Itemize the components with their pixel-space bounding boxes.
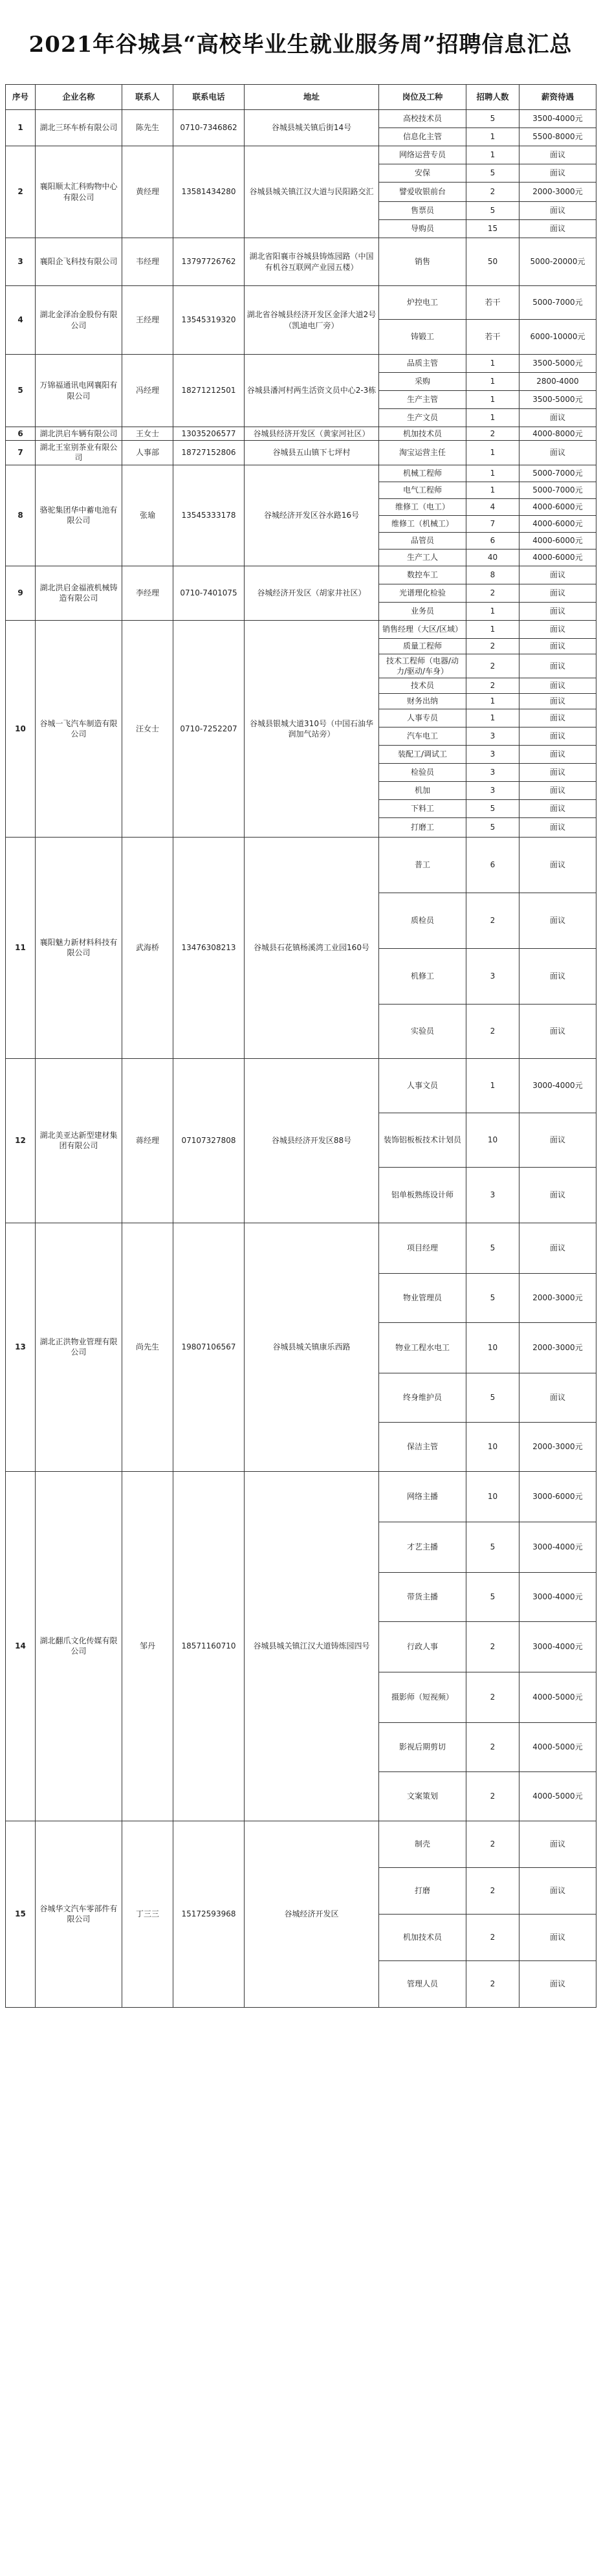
- job-salary: 面议: [519, 202, 596, 220]
- table-header-row: [6, 85, 596, 110]
- job-title: 品管员: [379, 532, 466, 549]
- company-address: 谷城县城关镇江汉大道与民阳路交汇: [245, 146, 379, 238]
- job-count: 10: [466, 1422, 519, 1471]
- job-title: 物业工程水电工: [379, 1322, 466, 1373]
- job-count: 1: [466, 620, 519, 638]
- company-name: 湖北王室别茶业有限公司: [36, 441, 122, 465]
- job-salary: 3000-6000元: [519, 1471, 596, 1522]
- job-salary: 面议: [519, 1821, 596, 1867]
- job-salary: 2000-3000元: [519, 1322, 596, 1373]
- job-count: 2: [466, 584, 519, 602]
- job-title: 项目经理: [379, 1223, 466, 1273]
- job-title: 检验员: [379, 763, 466, 781]
- page-title: 2021年谷城县“高校毕业生就业服务周”招聘信息汇总: [28, 31, 573, 58]
- table-row: [6, 238, 596, 286]
- job-salary: 4000-6000元: [519, 532, 596, 549]
- header-phone: 联系电话: [173, 85, 245, 110]
- company-name: 湖北美亚达新型建材集团有限公司: [36, 1058, 122, 1223]
- contact-person: 王女士: [122, 427, 173, 441]
- contact-person: 冯经理: [122, 355, 173, 427]
- job-count: 1: [466, 146, 519, 164]
- job-title: 业务员: [379, 602, 466, 620]
- job-count: 5: [466, 817, 519, 837]
- job-title: 网络运营专员: [379, 146, 466, 164]
- job-title: 打磨: [379, 1867, 466, 1914]
- job-salary: 面议: [519, 837, 596, 893]
- company-name: 谷城一飞汽车制造有限公司: [36, 620, 122, 837]
- job-title: 文案策划: [379, 1771, 466, 1821]
- job-count: 3: [466, 745, 519, 763]
- job-title: 维修工（电工）: [379, 498, 466, 515]
- job-title: 装饰铝板板技术计划员: [379, 1113, 466, 1167]
- job-count: 5: [466, 1223, 519, 1273]
- job-count: 5: [466, 202, 519, 220]
- job-salary: 面议: [519, 441, 596, 465]
- job-salary: 面议: [519, 799, 596, 817]
- table-row: [6, 110, 596, 128]
- job-count: 2: [466, 654, 519, 678]
- job-count: 10: [466, 1113, 519, 1167]
- job-title: 淘宝运营主任: [379, 441, 466, 465]
- job-salary: 面议: [519, 763, 596, 781]
- job-salary: 面议: [519, 727, 596, 745]
- company-address: 谷城经济开发区（胡家井社区）: [245, 566, 379, 620]
- job-salary: 5000-7000元: [519, 482, 596, 498]
- job-count: 1: [466, 693, 519, 709]
- contact-person: 人事部: [122, 441, 173, 465]
- company-name: 骆驼集团华中蓄电池有限公司: [36, 465, 122, 566]
- job-salary: 面议: [519, 602, 596, 620]
- contact-phone: 13545333178: [173, 465, 245, 566]
- company-address: 谷城县银城大道310号（中国石油华润加气站旁）: [245, 620, 379, 837]
- company-name: 襄阳企飞科技有限公司: [36, 238, 122, 286]
- job-salary: 面议: [519, 1914, 596, 1960]
- job-title: 机械工程师: [379, 465, 466, 482]
- contact-phone: 13581434280: [173, 146, 245, 238]
- job-count: 6: [466, 532, 519, 549]
- job-title: 机加: [379, 781, 466, 799]
- job-count: 3: [466, 1167, 519, 1223]
- job-count: 3: [466, 948, 519, 1004]
- job-count: 5: [466, 1273, 519, 1322]
- job-title: 影视后期剪切: [379, 1722, 466, 1771]
- contact-person: 张瑜: [122, 465, 173, 566]
- header-job: 岗位及工种: [379, 85, 466, 110]
- contact-phone: 0710-7346862: [173, 110, 245, 146]
- table-row: [6, 1058, 596, 1113]
- company-address: 谷城县经济开发区88号: [245, 1058, 379, 1223]
- job-salary: 5000-7000元: [519, 286, 596, 320]
- job-salary: 3500-4000元: [519, 110, 596, 128]
- job-title: 网络主播: [379, 1471, 466, 1522]
- job-title: 生产文员: [379, 409, 466, 427]
- job-salary: 2000-3000元: [519, 1422, 596, 1471]
- job-salary: 6000-10000元: [519, 320, 596, 355]
- contact-phone: 0710-7252207: [173, 620, 245, 837]
- job-count: 5: [466, 1373, 519, 1422]
- job-count: 2: [466, 183, 519, 202]
- company-index: 14: [6, 1471, 36, 1821]
- job-count: 1: [466, 373, 519, 391]
- job-count: 5: [466, 799, 519, 817]
- job-salary: 5500-8000元: [519, 128, 596, 146]
- job-count: 1: [466, 355, 519, 373]
- company-index: 4: [6, 286, 36, 355]
- job-salary: 5000-7000元: [519, 465, 596, 482]
- company-index: 1: [6, 110, 36, 146]
- job-title: 销售经理（大区/区域）: [379, 620, 466, 638]
- job-count: 5: [466, 164, 519, 183]
- job-count: 5: [466, 1522, 519, 1572]
- contact-person: 汪女士: [122, 620, 173, 837]
- job-title: 机加技术员: [379, 1914, 466, 1960]
- table-row: [6, 1223, 596, 1273]
- recruitment-table: [5, 84, 596, 2008]
- job-salary: 面议: [519, 781, 596, 799]
- job-title: 装配工/调试工: [379, 745, 466, 763]
- header-contact: 联系人: [122, 85, 173, 110]
- job-count: 1: [466, 409, 519, 427]
- contact-phone: 13797726762: [173, 238, 245, 286]
- job-count: 2: [466, 638, 519, 654]
- job-count: 4: [466, 498, 519, 515]
- job-count: 2: [466, 1722, 519, 1771]
- header-company: 企业名称: [36, 85, 122, 110]
- job-count: 3: [466, 781, 519, 799]
- job-title: 品质主管: [379, 355, 466, 373]
- job-count: 10: [466, 1471, 519, 1522]
- job-salary: 面议: [519, 1960, 596, 2007]
- job-count: 15: [466, 220, 519, 238]
- job-title: 普工: [379, 837, 466, 893]
- job-salary: 4000-6000元: [519, 549, 596, 566]
- job-title: 维修工（机械工）: [379, 515, 466, 532]
- job-salary: 面议: [519, 1223, 596, 1273]
- contact-person: 黄经理: [122, 146, 173, 238]
- job-count: 2: [466, 1004, 519, 1058]
- job-title: 售票员: [379, 202, 466, 220]
- job-count: 2: [466, 1621, 519, 1672]
- job-salary: 4000-6000元: [519, 515, 596, 532]
- job-salary: 面议: [519, 1373, 596, 1422]
- company-name: 湖北三环车桥有限公司: [36, 110, 122, 146]
- job-count: 1: [466, 709, 519, 727]
- contact-person: 李经理: [122, 566, 173, 620]
- job-salary: 面议: [519, 654, 596, 678]
- job-salary: 面议: [519, 678, 596, 693]
- company-name: 湖北洪启车辆有限公司: [36, 427, 122, 441]
- job-title: 数控车工: [379, 566, 466, 584]
- job-count: 40: [466, 549, 519, 566]
- company-address: 谷城县城关镇江汉大道铸炼园四号: [245, 1471, 379, 1821]
- company-index: 9: [6, 566, 36, 620]
- job-salary: 2800-4000: [519, 373, 596, 391]
- job-title: 财务出纳: [379, 693, 466, 709]
- job-salary: 面议: [519, 1167, 596, 1223]
- job-salary: 面议: [519, 709, 596, 727]
- job-salary: 3000-4000元: [519, 1572, 596, 1621]
- company-address: 谷城经济开发区谷水路16号: [245, 465, 379, 566]
- job-title: 行政人事: [379, 1621, 466, 1672]
- company-address: 谷城县五山镇下七坪村: [245, 441, 379, 465]
- company-index: 5: [6, 355, 36, 427]
- job-title: 下料工: [379, 799, 466, 817]
- job-title: 采购: [379, 373, 466, 391]
- company-index: 10: [6, 620, 36, 837]
- job-count: 2: [466, 893, 519, 948]
- company-name: 湖北洪启金福液机械铸造有限公司: [36, 566, 122, 620]
- job-count: 5: [466, 1572, 519, 1621]
- job-title: 人事文员: [379, 1058, 466, 1113]
- table-row: [6, 566, 596, 584]
- job-count: 2: [466, 1821, 519, 1867]
- job-count: 1: [466, 465, 519, 482]
- job-count: 50: [466, 238, 519, 286]
- job-title: 带货主播: [379, 1572, 466, 1621]
- table-row: [6, 465, 596, 482]
- contact-person: 韦经理: [122, 238, 173, 286]
- company-name: 万锦福通讯电网襄阳有限公司: [36, 355, 122, 427]
- job-title: 汽车电工: [379, 727, 466, 745]
- job-salary: 3000-4000元: [519, 1621, 596, 1672]
- job-title: 技术工程师（电器/动力/驱动/车身）: [379, 654, 466, 678]
- table-row: [6, 355, 596, 373]
- job-title: 保洁主管: [379, 1422, 466, 1471]
- job-title: 质检员: [379, 893, 466, 948]
- job-count: 5: [466, 110, 519, 128]
- job-salary: 面议: [519, 817, 596, 837]
- contact-phone: 0710-7401075: [173, 566, 245, 620]
- company-name: 谷城华文汽车零部件有限公司: [36, 1821, 122, 2007]
- company-index: 6: [6, 427, 36, 441]
- job-salary: 面议: [519, 1867, 596, 1914]
- contact-person: 王经理: [122, 286, 173, 355]
- job-salary: 3500-5000元: [519, 355, 596, 373]
- job-title: 摄影师（短视频）: [379, 1672, 466, 1722]
- job-salary: 面议: [519, 948, 596, 1004]
- company-address: 谷城县石花镇杨溪湾工业园160号: [245, 837, 379, 1058]
- job-count: 1: [466, 602, 519, 620]
- contact-phone: 18571160710: [173, 1471, 245, 1821]
- company-address: 谷城县城关镇康乐西路: [245, 1223, 379, 1471]
- job-title: 终身维护员: [379, 1373, 466, 1422]
- job-salary: 2000-3000元: [519, 1273, 596, 1322]
- company-address: 谷城经济开发区: [245, 1821, 379, 2007]
- job-title: 铸锻工: [379, 320, 466, 355]
- job-count: 2: [466, 1960, 519, 2007]
- contact-phone: 13476308213: [173, 837, 245, 1058]
- company-address: 湖北省谷城县经济开发区金泽大道2号（凯迪电厂旁）: [245, 286, 379, 355]
- company-address: 谷城县潘河村两生活资文员中心2-3栋: [245, 355, 379, 427]
- job-title: 打磨工: [379, 817, 466, 837]
- contact-person: 尚先生: [122, 1223, 173, 1471]
- company-index: 15: [6, 1821, 36, 2007]
- contact-person: 丁三三: [122, 1821, 173, 2007]
- company-name: 湖北正洪物业管理有限公司: [36, 1223, 122, 1471]
- contact-phone: 15172593968: [173, 1821, 245, 2007]
- job-salary: 3000-4000元: [519, 1058, 596, 1113]
- job-count: 1: [466, 1058, 519, 1113]
- header-address: 地址: [245, 85, 379, 110]
- job-salary: 面议: [519, 745, 596, 763]
- job-title: 管理人员: [379, 1960, 466, 2007]
- job-salary: 4000-5000元: [519, 1672, 596, 1722]
- job-title: 生产主管: [379, 391, 466, 409]
- job-count: 10: [466, 1322, 519, 1373]
- company-index: 2: [6, 146, 36, 238]
- job-salary: 面议: [519, 409, 596, 427]
- job-count: 6: [466, 837, 519, 893]
- job-salary: 3500-5000元: [519, 391, 596, 409]
- contact-person: 陈先生: [122, 110, 173, 146]
- job-salary: 面议: [519, 220, 596, 238]
- job-title: 高校技术员: [379, 110, 466, 128]
- contact-phone: 18271212501: [173, 355, 245, 427]
- company-index: 11: [6, 837, 36, 1058]
- job-title: 光谱理化检验: [379, 584, 466, 602]
- job-title: 才艺主播: [379, 1522, 466, 1572]
- job-title: 实验员: [379, 1004, 466, 1058]
- job-count: 2: [466, 1672, 519, 1722]
- job-salary: 面议: [519, 164, 596, 183]
- job-salary: 面议: [519, 1113, 596, 1167]
- table-row: [6, 286, 596, 320]
- company-address: 谷城县经济开发区（黄家河社区）: [245, 427, 379, 441]
- job-salary: 2000-3000元: [519, 183, 596, 202]
- company-name: 湖北金泽冶金股份有限公司: [36, 286, 122, 355]
- job-title: 生产工人: [379, 549, 466, 566]
- job-salary: 面议: [519, 693, 596, 709]
- job-title: 譬爱收银前台: [379, 183, 466, 202]
- job-salary: 面议: [519, 638, 596, 654]
- job-title: 安保: [379, 164, 466, 183]
- job-title: 质量工程师: [379, 638, 466, 654]
- job-title: 人事专员: [379, 709, 466, 727]
- job-count: 2: [466, 678, 519, 693]
- job-salary: 面议: [519, 146, 596, 164]
- table-row: [6, 441, 596, 465]
- company-address: 湖北省阳襄市谷城县铸炼园路（中国有机谷互联网产业园五楼）: [245, 238, 379, 286]
- company-name: 湖北翻爪文化传媒有限公司: [36, 1471, 122, 1821]
- job-title: 铝单板熟练设计师: [379, 1167, 466, 1223]
- job-count: 2: [466, 427, 519, 441]
- table-row: [6, 1821, 596, 1867]
- company-name: 襄阳顺太汇科购物中心有限公司: [36, 146, 122, 238]
- contact-person: 蒋经理: [122, 1058, 173, 1223]
- job-salary: 4000-5000元: [519, 1771, 596, 1821]
- company-index: 13: [6, 1223, 36, 1471]
- job-salary: 4000-8000元: [519, 427, 596, 441]
- company-name: 襄阳魅力新材料科技有限公司: [36, 837, 122, 1058]
- job-salary: 面议: [519, 1004, 596, 1058]
- job-salary: 4000-5000元: [519, 1722, 596, 1771]
- job-salary: 面议: [519, 620, 596, 638]
- job-count: 2: [466, 1771, 519, 1821]
- job-count: 8: [466, 566, 519, 584]
- job-count: 1: [466, 482, 519, 498]
- job-title: 导购员: [379, 220, 466, 238]
- job-salary: 面议: [519, 566, 596, 584]
- contact-person: 武海桥: [122, 837, 173, 1058]
- job-count: 7: [466, 515, 519, 532]
- job-count: 3: [466, 727, 519, 745]
- contact-phone: 19807106567: [173, 1223, 245, 1471]
- job-title: 销售: [379, 238, 466, 286]
- job-title: 信息化主管: [379, 128, 466, 146]
- job-count: 若干: [466, 286, 519, 320]
- header-count: 招聘人数: [466, 85, 519, 110]
- table-row: [6, 146, 596, 164]
- job-salary: 面议: [519, 893, 596, 948]
- job-title: 制壳: [379, 1821, 466, 1867]
- table-row: [6, 427, 596, 441]
- contact-phone: 07107327808: [173, 1058, 245, 1223]
- job-count: 1: [466, 391, 519, 409]
- company-index: 12: [6, 1058, 36, 1223]
- job-title: 技术员: [379, 678, 466, 693]
- company-index: 7: [6, 441, 36, 465]
- job-count: 3: [466, 763, 519, 781]
- job-count: 2: [466, 1914, 519, 1960]
- contact-phone: 13035206577: [173, 427, 245, 441]
- job-count: 若干: [466, 320, 519, 355]
- job-salary: 4000-6000元: [519, 498, 596, 515]
- table-row: [6, 620, 596, 638]
- job-salary: 5000-20000元: [519, 238, 596, 286]
- contact-person: 邹丹: [122, 1471, 173, 1821]
- job-salary: 3000-4000元: [519, 1522, 596, 1572]
- contact-phone: 18727152806: [173, 441, 245, 465]
- company-address: 谷城县城关镇后街14号: [245, 110, 379, 146]
- job-title: 机加技术员: [379, 427, 466, 441]
- company-index: 3: [6, 238, 36, 286]
- job-count: 2: [466, 1867, 519, 1914]
- job-salary: 面议: [519, 584, 596, 602]
- table-row: [6, 1471, 596, 1522]
- table-row: [6, 837, 596, 893]
- header-salary: 薪资待遇: [519, 85, 596, 110]
- job-title: 电气工程师: [379, 482, 466, 498]
- job-count: 1: [466, 441, 519, 465]
- job-title: 机修工: [379, 948, 466, 1004]
- job-title: 炉控电工: [379, 286, 466, 320]
- company-index: 8: [6, 465, 36, 566]
- job-title: 物业管理员: [379, 1273, 466, 1322]
- job-count: 1: [466, 128, 519, 146]
- header-index: 序号: [6, 85, 36, 110]
- contact-phone: 13545319320: [173, 286, 245, 355]
